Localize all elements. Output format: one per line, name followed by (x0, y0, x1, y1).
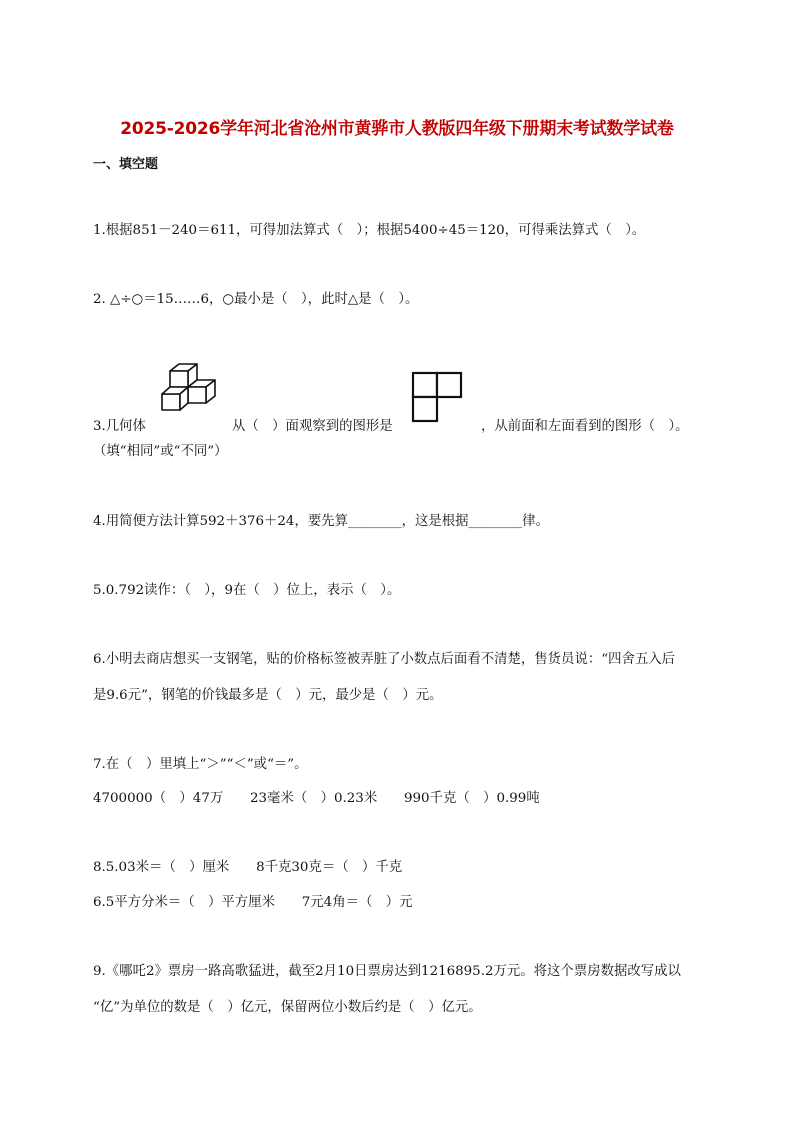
question-3-part-a: 3.几何体 (93, 419, 146, 434)
question-3-part-b: 从（ ）面观察到的图形是 (232, 419, 393, 434)
question-2: 2. △÷○＝15……6，○最小是（ ），此时△是（ ）。 (93, 292, 419, 307)
question-3-part-d: （填“相同”或“不同”） (93, 444, 228, 459)
question-9-line-1: 9.《哪吒2》票房一路高歌猛进，截至2月10日票房达到1216895.2万元。将这个票房数据改写成以 (93, 964, 681, 979)
question-7-line-1: 7.在（ ）里填上“＞”“＜”或“＝”。 (93, 757, 308, 772)
section-heading: 一、填空题 (93, 157, 159, 172)
question-1: 1.根据851－240＝611，可得加法算式（ ）；根据5400÷45＝120，可得乘法算式（ ）。 (93, 223, 646, 238)
solid-figure-image (158, 360, 222, 416)
question-6-line-2: 是9.6元”，钢笔的价钱最多是（ ）元，最少是（ ）元。 (93, 688, 443, 703)
question-7-line-2: 4700000（ ）47万 23毫米（ ）0.23米 990千克（ ）0.99吨 (93, 791, 540, 806)
question-5: 5.0.792读作：（ ），9在（ ）位上，表示（ ）。 (93, 583, 401, 598)
question-6-line-1: 6.小明去商店想买一支钢笔，贴的价格标签被弄脏了小数点后面看不清楚，售货员说：“四舍五入后 (93, 652, 676, 667)
question-3-part-c: ，从前面和左面看到的图形（ ）。 (481, 419, 689, 434)
question-9-line-2: “亿”为单位的数是（ ）亿元，保留两位小数后约是（ ）亿元。 (93, 1000, 482, 1015)
question-8-line-1: 8.5.03米＝（ ）厘米 8千克30克＝（ ）千克 (93, 860, 403, 875)
question-8-line-2: 6.5平方分米＝（ ）平方厘米 7元4角＝（ ）元 (93, 895, 413, 910)
page-title: 2025-2026学年河北省沧州市黄骅市人教版四年级下册期末考试数学试卷 (120, 119, 674, 139)
view-figure-image (410, 370, 468, 426)
question-4: 4.用简便方法计算592＋376＋24，要先算________，这是根据________律。 (93, 514, 549, 529)
